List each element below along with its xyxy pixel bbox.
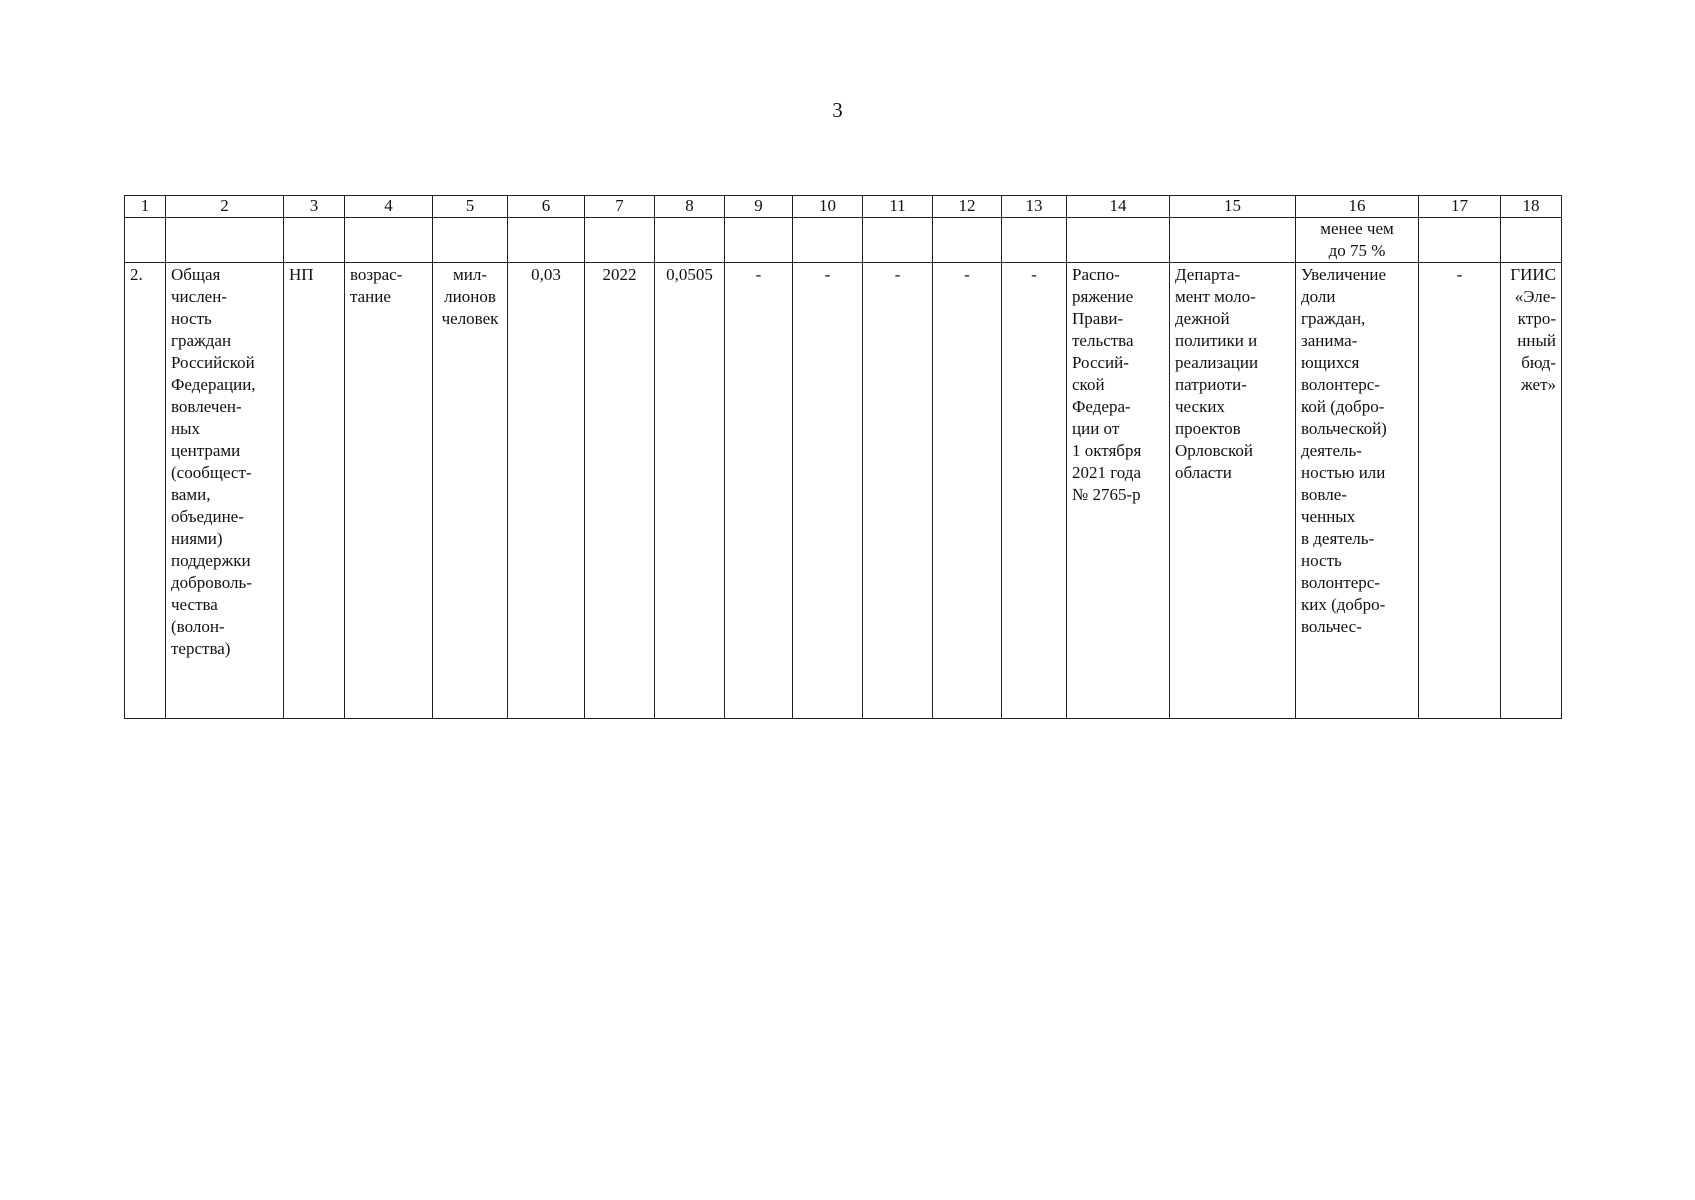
- continuation-result-cell: [1296, 218, 1419, 263]
- value-cell-11: [863, 263, 933, 719]
- document-cell: [1067, 263, 1170, 719]
- value-9: -: [755, 265, 762, 284]
- level-cell: [284, 263, 345, 719]
- value-8: 0,0505: [666, 265, 713, 284]
- result-cell: [1296, 263, 1419, 719]
- continuation-row: [125, 218, 1562, 263]
- indicator-name: Общая числен- ность граждан Российской Федерации, вовлечен- ных центрами (сообщест- вами, объедине- ниями) поддержки доброволь- чества (волон- терства): [171, 265, 256, 658]
- trend-cell: [345, 263, 433, 719]
- row-number-cell: [125, 263, 166, 719]
- system-cell: [1501, 263, 1562, 719]
- value-10: -: [824, 265, 831, 284]
- column-number: 2: [166, 196, 284, 218]
- unit-of-measure: мил- лионов человек: [441, 265, 499, 328]
- base-value-cell: [508, 263, 585, 719]
- value-11: -: [894, 265, 901, 284]
- row-number: 2.: [130, 265, 143, 284]
- column-number: 9: [725, 196, 793, 218]
- column-number: 4: [345, 196, 433, 218]
- indicator-table: [124, 195, 1562, 719]
- column-number: 3: [284, 196, 345, 218]
- column-number-row: [125, 196, 1562, 218]
- column-number: 1: [125, 196, 166, 218]
- column-number: 11: [863, 196, 933, 218]
- indicator-name-cell: [166, 263, 284, 719]
- information-system: ГИИС «Эле- ктро- нный бюд- жет»: [1510, 265, 1556, 394]
- column-number: 8: [655, 196, 725, 218]
- value-cell-12: [933, 263, 1002, 719]
- column-number: 17: [1419, 196, 1501, 218]
- column-number: 16: [1296, 196, 1419, 218]
- regulatory-document: Распо- ряжение Прави- тельства Россий- ской Федера- ции от 1 октября 2021 года № 2765-р: [1072, 265, 1142, 504]
- continuation-result-text: менее чем до 75 %: [1320, 219, 1394, 260]
- value-13: -: [1031, 265, 1037, 284]
- value-12: -: [964, 265, 970, 284]
- column-number: 18: [1501, 196, 1562, 218]
- base-year: 2022: [602, 265, 637, 284]
- result-description: Увеличение доли граждан, занима- ющихся волонтерс- кой (добро- вольческой) деятель- ностью или вовле- ченных в деятель- ность волонтерс- ких (добро- вольчес-: [1301, 265, 1387, 636]
- table-row: [125, 263, 1562, 719]
- value-cell-17: [1419, 263, 1501, 719]
- base-year-cell: [585, 263, 655, 719]
- value-cell-8: [655, 263, 725, 719]
- column-number: 14: [1067, 196, 1170, 218]
- indicator-level: НП: [289, 265, 314, 284]
- column-number: 6: [508, 196, 585, 218]
- column-number: 15: [1170, 196, 1296, 218]
- column-number: 5: [433, 196, 508, 218]
- column-number: 7: [585, 196, 655, 218]
- unit-cell: [433, 263, 508, 719]
- value-17: -: [1456, 265, 1463, 284]
- responsible-body: Департа- мент моло- дежной политики и реализации патриоти- ческих проектов Орловской области: [1175, 265, 1259, 482]
- base-value: 0,03: [531, 265, 561, 284]
- value-cell-9: [725, 263, 793, 719]
- responsible-cell: [1170, 263, 1296, 719]
- column-number: 13: [1002, 196, 1067, 218]
- value-cell-13: [1002, 263, 1067, 719]
- value-cell-10: [793, 263, 863, 719]
- column-number: 12: [933, 196, 1002, 218]
- indicator-trend: возрас- тание: [350, 265, 403, 306]
- column-number: 10: [793, 196, 863, 218]
- page-number: 3: [832, 98, 843, 122]
